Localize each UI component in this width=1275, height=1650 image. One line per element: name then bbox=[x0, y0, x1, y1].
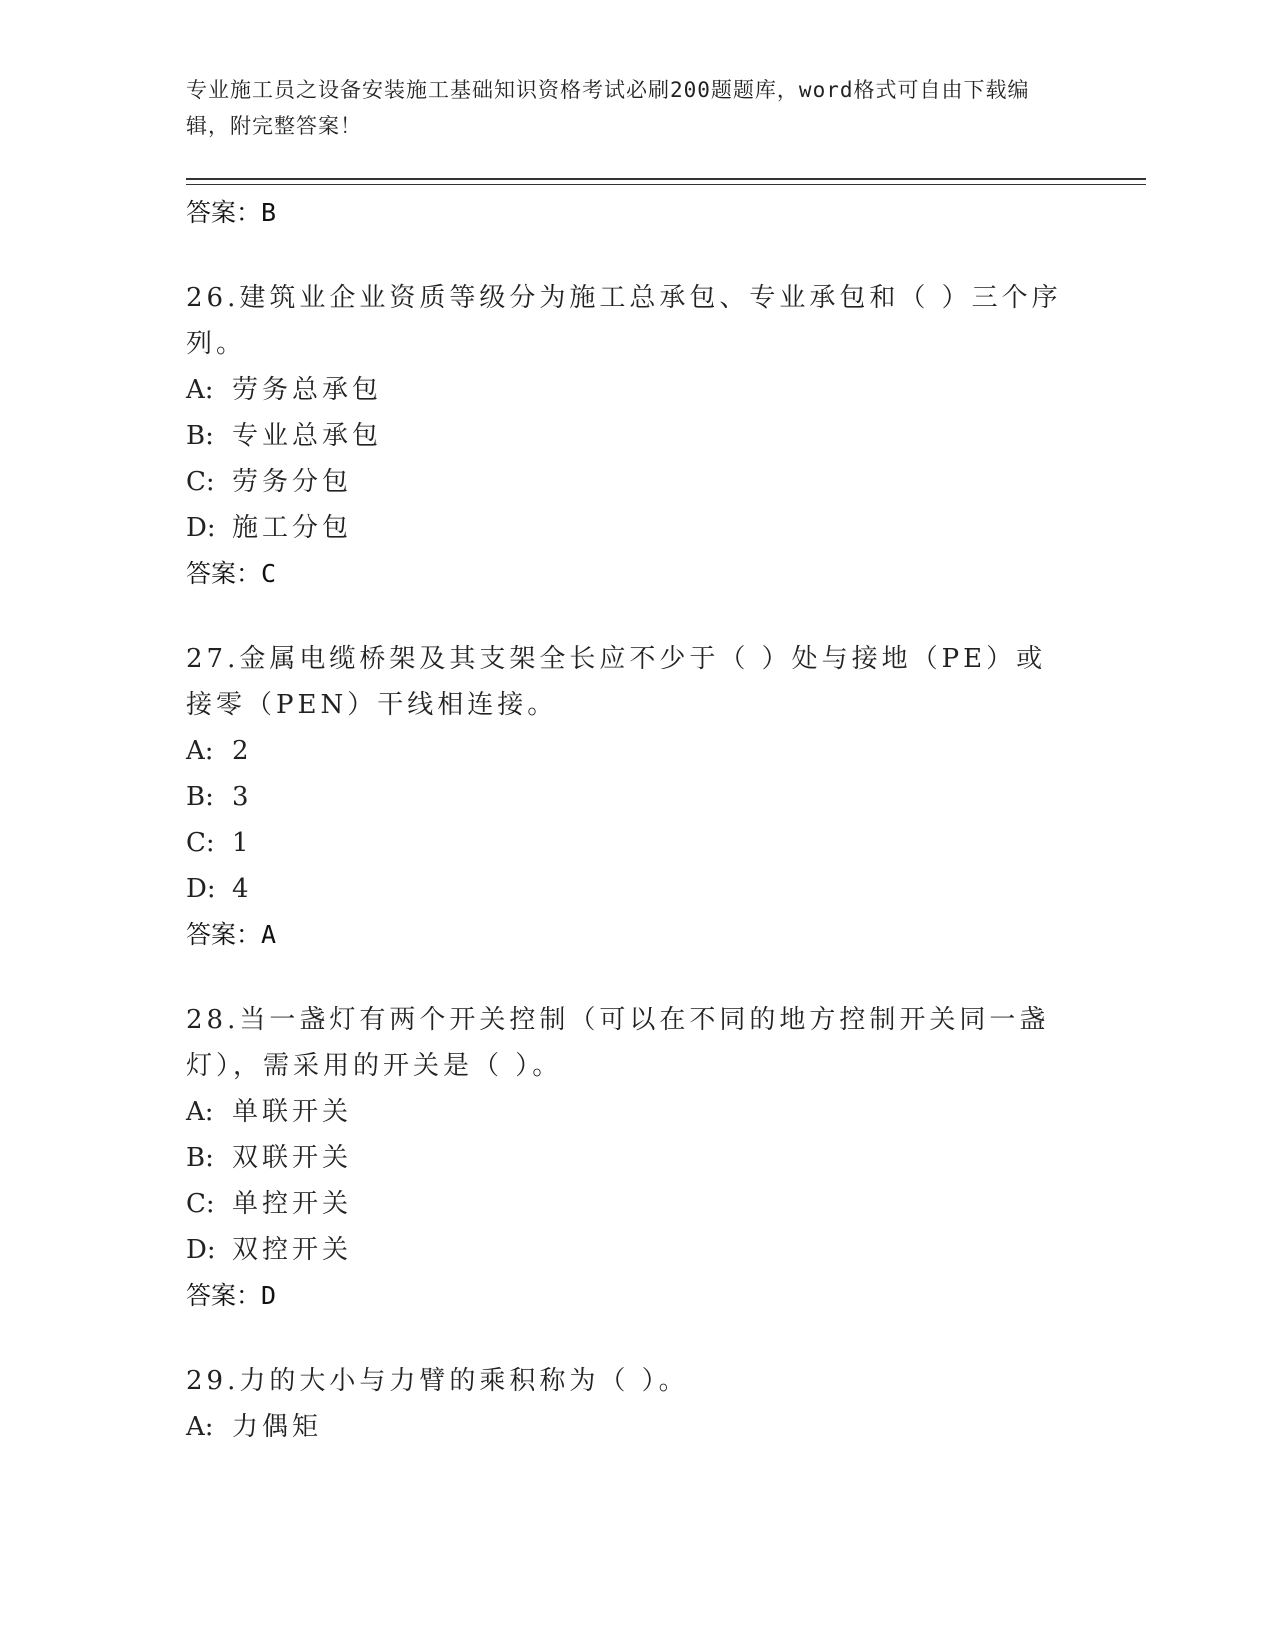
option-letter: A: bbox=[186, 736, 214, 766]
option-d bbox=[186, 505, 1066, 551]
option-letter: D: bbox=[186, 513, 216, 543]
option-letter: C: bbox=[186, 828, 215, 858]
option-c bbox=[186, 820, 1066, 866]
answer-line: 答案：A bbox=[186, 920, 277, 949]
option-text: 双控开关 bbox=[232, 1235, 353, 1265]
option-text: 专业总承包 bbox=[232, 421, 383, 451]
header-divider-thick bbox=[186, 178, 1146, 180]
answer-line: 答案：C bbox=[186, 559, 277, 588]
option-letter: C: bbox=[186, 1189, 215, 1219]
option-letter: C: bbox=[186, 467, 215, 497]
option-c bbox=[186, 1181, 1066, 1227]
option-d bbox=[186, 1227, 1066, 1273]
option-text: 单联开关 bbox=[232, 1097, 353, 1127]
option-letter: B: bbox=[186, 421, 214, 451]
option-b bbox=[186, 413, 1066, 459]
question-item bbox=[186, 997, 1066, 1318]
option-text: 单控开关 bbox=[232, 1189, 353, 1219]
option-d bbox=[186, 866, 1066, 912]
answer-line: 答案：D bbox=[186, 1281, 277, 1310]
option-a bbox=[186, 728, 1066, 774]
option-text: 劳务分包 bbox=[232, 467, 353, 497]
option-a bbox=[186, 1404, 1066, 1450]
option-b bbox=[186, 774, 1066, 820]
option-letter: B: bbox=[186, 1143, 214, 1173]
question-text: 26.建筑业企业资质等级分为施工总承包、专业承包和（ ）三个序列。 bbox=[186, 283, 1062, 359]
option-text: 力偶矩 bbox=[232, 1412, 323, 1442]
option-text: 3 bbox=[232, 782, 253, 812]
question-text: 28.当一盏灯有两个开关控制（可以在不同的地方控制开关同一盏灯），需采用的开关是（ ）。 bbox=[186, 1005, 1050, 1081]
option-text: 双联开关 bbox=[232, 1143, 353, 1173]
question-item bbox=[186, 1358, 1066, 1450]
option-letter: D: bbox=[186, 874, 216, 904]
option-b bbox=[186, 1135, 1066, 1181]
option-text: 2 bbox=[232, 736, 253, 766]
option-letter: A: bbox=[186, 1097, 214, 1127]
option-text: 施工分包 bbox=[232, 513, 353, 543]
option-text: 4 bbox=[232, 874, 253, 904]
answer-line: 答案：B bbox=[186, 198, 277, 227]
option-a bbox=[186, 367, 1066, 413]
option-letter: B: bbox=[186, 782, 214, 812]
option-letter: A: bbox=[186, 1412, 214, 1442]
question-text: 27.金属电缆桥架及其支架全长应不少于（ ）处与接地（PE）或接零（PEN）干线相连接。 bbox=[186, 644, 1047, 720]
question-list bbox=[186, 190, 1066, 1450]
header-divider-thin bbox=[186, 184, 1146, 185]
document-header: 专业施工员之设备安装施工基础知识资格考试必刷200题题库，word格式可自由下载编辑，附完整答案！ bbox=[186, 78, 1030, 138]
option-c bbox=[186, 459, 1066, 505]
option-a bbox=[186, 1089, 1066, 1135]
question-text: 29.力的大小与力臂的乘积称为（ ）。 bbox=[186, 1366, 689, 1396]
option-text: 1 bbox=[232, 828, 253, 858]
option-text: 劳务总承包 bbox=[232, 375, 383, 405]
question-item bbox=[186, 275, 1066, 596]
question-item bbox=[186, 636, 1066, 957]
option-letter: D: bbox=[186, 1235, 216, 1265]
option-letter: A: bbox=[186, 375, 214, 405]
